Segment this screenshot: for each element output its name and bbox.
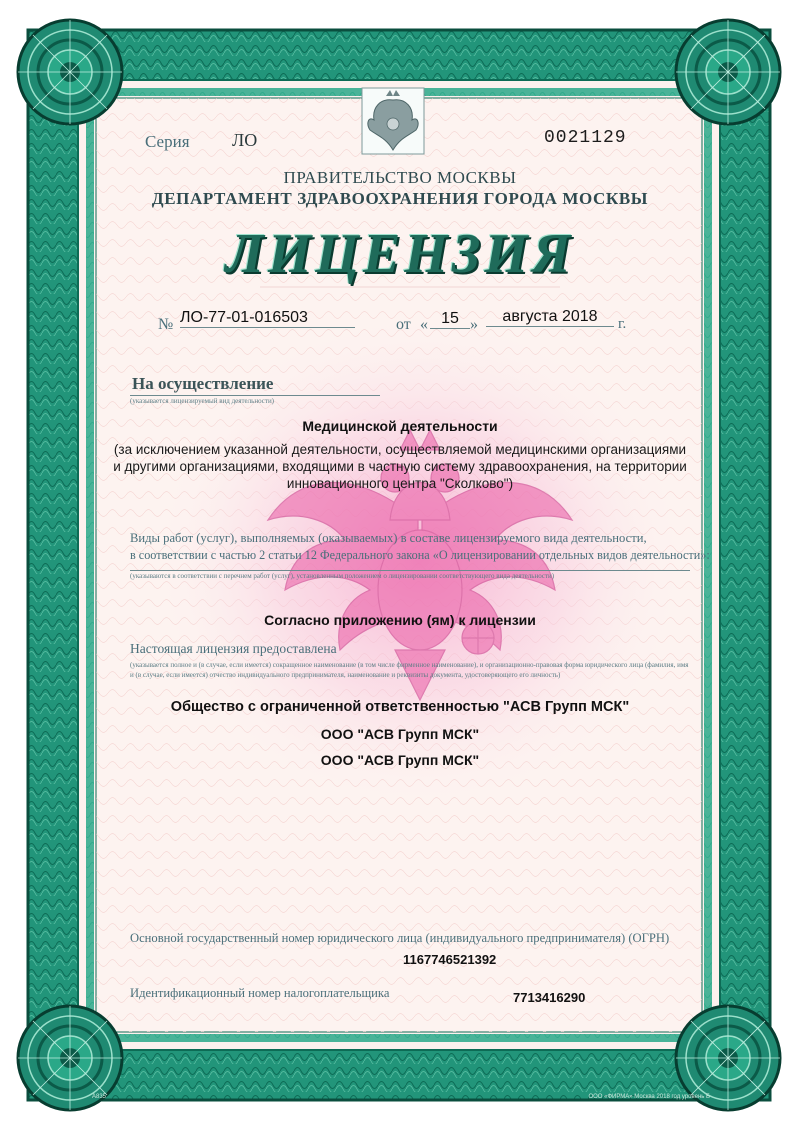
corner-rosette-icon [676, 20, 780, 124]
footer-left: А835 [92, 1094, 107, 1100]
activity-hint: (указывается лицензируемый вид деятельности) [130, 395, 380, 406]
quote-open: « [420, 316, 428, 333]
works-line-2: в соответствии с частью 2 статьи 12 Федерального закона «О лицензировании отдельных видов деятельности»: [130, 548, 710, 562]
series-label: Серия [145, 132, 190, 151]
activity-name: Медицинской деятельности [302, 418, 498, 434]
activity-exclusion: (за исключением указанной деятельности, осуществляемой медицинскими организациями и другими организациями, входящими в частную систему здравоохранения, на территории инновационного центра "Сколково") [113, 442, 687, 491]
holder-short-name: ООО "АСВ Групп МСК" [320, 726, 480, 742]
license-day: 15 [430, 310, 470, 329]
issuer-government: ПРАВИТЕЛЬСТВО МОСКВЫ [283, 168, 517, 187]
series-value: ЛО [232, 130, 258, 150]
holder-full-name: Общество с ограниченной ответственностью "АСВ Групп МСК" [170, 699, 630, 715]
ogrn-value: 1167746521392 [403, 952, 497, 967]
works-value: Согласно приложению (ям) к лицензии [264, 612, 536, 628]
ogrn-label: Основной государственный номер юридического лица (индивидуального предпринимателя) (ОГРН) [130, 931, 670, 945]
activity-label: На осуществление [132, 374, 274, 393]
issuer-department: ДЕПАРТАМЕНТ ЗДРАВООХРАНЕНИЯ ГОРОДА МОСКВЫ [151, 189, 649, 208]
coat-of-arms-icon [362, 88, 424, 154]
corner-rosette-icon [18, 20, 122, 124]
date-from-label: от [396, 316, 411, 333]
holder-hint: (указывается полное и (в случае, если имеется) сокращенное наименование (в том числе фирменное наименование), и организационно-правовая форма юридического лица (фамилия, имя и (в случае, если имеется) отчество индивидуального предпринимателя, наименование и реквизиты документа, удостоверяющего его личность) [130, 661, 689, 679]
works-hint: (указываются в соответствии с перечнем работ (услуг), установленным положением о лицензировании соответствующего вида деятельности) [130, 570, 690, 581]
quote-close: » [470, 316, 478, 333]
license-title: ЛИЦЕНЗИЯ [225, 223, 575, 285]
inn-label: Идентификационный номер налогоплательщика [130, 986, 390, 1000]
series-number: 0021129 [544, 128, 627, 148]
corner-rosette-icon [18, 1006, 122, 1110]
holder-brand-name: ООО "АСВ Групп МСК" [320, 752, 480, 768]
number-label: № [158, 316, 174, 333]
works-line-1: Виды работ (услуг), выполняемых (оказываемых) в составе лицензируемого вида деятельности, [130, 531, 647, 545]
license-number: ЛО-77-01-016503 [180, 309, 355, 328]
year-suffix: г. [618, 316, 627, 332]
inn-value: 7713416290 [513, 990, 586, 1005]
license-month-year: августа 2018 [486, 308, 614, 327]
footer-right: ООО «ФИРМА» Москва 2018 год уровень Б [588, 1094, 710, 1100]
holder-intro: Настоящая лицензия предоставлена [130, 641, 337, 656]
